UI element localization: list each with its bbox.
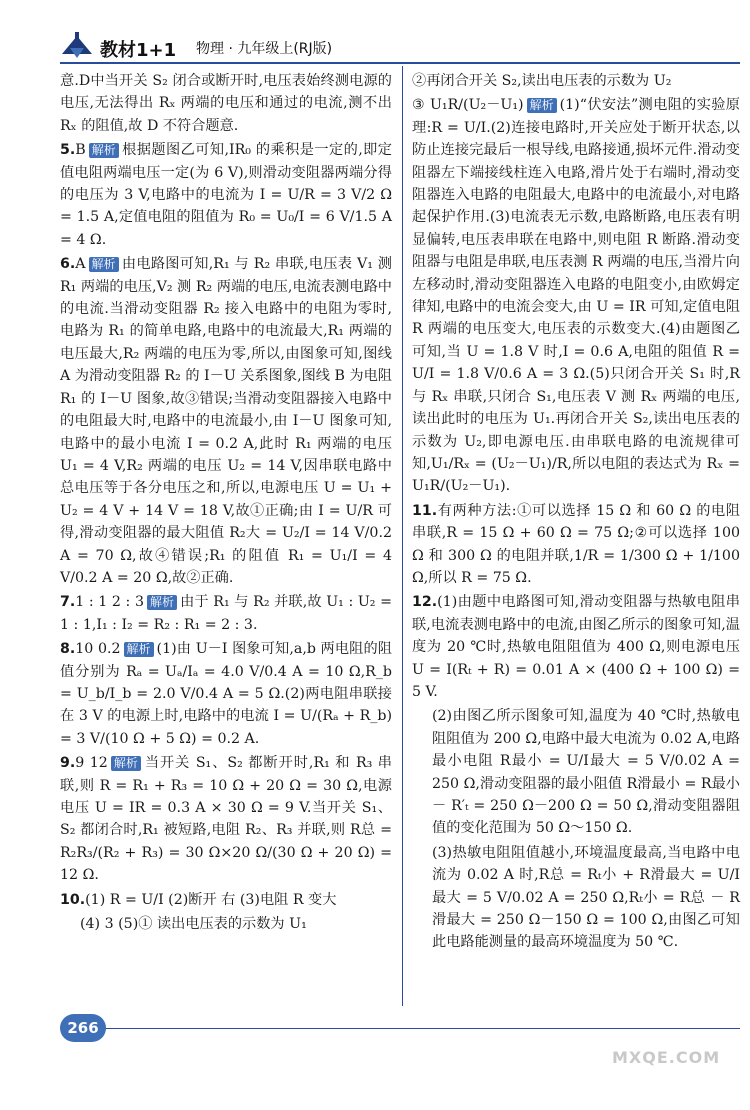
- answer-item: [412, 842, 740, 954]
- answer-item: [60, 591, 392, 636]
- question-number: 5.: [60, 142, 76, 159]
- answer-item: [60, 70, 392, 137]
- brand-title: 教材1+1: [100, 40, 177, 61]
- watermark: MXQE.COM: [612, 1048, 721, 1067]
- analysis-badge: 解析: [124, 642, 154, 657]
- page-number: 266: [60, 1014, 106, 1042]
- question-number: 9.: [60, 755, 76, 772]
- page-footer: [0, 1010, 750, 1110]
- page-header: [0, 0, 750, 62]
- answer-item: [412, 70, 740, 92]
- answer-item: [60, 253, 392, 589]
- answer-text: 意.D中当开关 S₂ 闭合或断开时,电压表始终测电源的电压,无法得出 Rₓ 两端的电压和通过的电流,测不出 Rₓ 的阻值,故 D 不符合题意.: [60, 73, 392, 134]
- answer-text: (1)由 U－I 图象可知,a,b 两电阻的阻值分别为 Rₐ = Uₐ/Iₐ = 4.0 V/0.4 A = 10 Ω,R_b = U_b/I_b = 2.0 V/0.4 A = 5 Ω.(2)两电阻串联接在 3 V 的电源上时,电路中的电流 I = U/(Rₐ + R_b) = 3 V/(10 Ω + 5 Ω) = 0.2 A.: [60, 641, 392, 747]
- question-number: 12.: [412, 594, 438, 611]
- answer-choice: 9 12: [75, 755, 108, 772]
- answer-item: [60, 638, 392, 750]
- answer-item: [60, 913, 392, 935]
- answer-text: 由于 R₁ 与 R₂ 并联,故 U₁ : U₂ = 1 : 1,I₁ : I₂ = R₂ : R₁ = 2 : 3.: [60, 594, 392, 633]
- answer-item: [412, 705, 740, 839]
- answer-choice: 10 0.2: [75, 641, 121, 658]
- answer-item: [60, 139, 392, 251]
- answer-text: (4) 3 (5)① 读出电压表的示数为 U₁: [80, 916, 307, 933]
- analysis-badge: 解析: [111, 756, 141, 771]
- answer-text: 有两种方法:①可以选择 15 Ω 和 60 Ω 的电阻串联,R = 15 Ω + 60 Ω = 75 Ω;②可以选择 100 Ω 和 300 Ω 的电阻并联,1/R = 1/300 Ω + 1/100 Ω,所以 R = 75 Ω.: [412, 502, 740, 586]
- question-number: 6.: [60, 256, 76, 273]
- question-number: 8.: [60, 641, 76, 658]
- answer-item: [412, 94, 740, 497]
- footer-divider: [60, 1028, 740, 1029]
- question-number: 10.: [60, 891, 86, 908]
- answer-text: (2)由图乙所示图象可知,温度为 40 ℃时,热敏电阻阻值为 200 Ω,电路中最大电流为 0.02 A,电路最小电阻 R最小 = U/I最大 = 5 V/0.02 A = 250 Ω,滑动变阻器的最小阻值 R滑最小 = R最小 － R′ₜ = 250 Ω－200 Ω = 50 Ω,滑动变阻器阻值的变化范围为 50 Ω～150 Ω.: [432, 708, 740, 837]
- answer-text: 由电路图可知,R₁ 与 R₂ 串联,电压表 V₁ 测 R₁ 两端的电压,V₂ 测 R₂ 两端的电压,电流表测电路中的电流.当滑动变阻器 R₂ 接入电路中的电阻为零时,电路为 R₁ 的简单电路,电路中的电流最大,R₁ 两端的电压最大,R₂ 两端的电压为零,所以,由图象可知,图线 A 为滑动变阻器 R₂ 的 I－U 关系图象,图线 B 为电阻 R₁ 的 I－U 图象,故③错误;当滑动变阻器接入电路中的电阻最大时,电路中的电流最小,由 I－U 图象可知,电路中的最小电流 I = 0.2 A,此时 R₁ 两端的电压 U₁ = 4 V,R₂ 两端的电压 U₂ = 14 V,因串联电路中总电压等于各分电压之和,所以,电源电压 U = U₁ + U₂ = 4 V + 14 V = 18 V,故①正确;由 I = U/R 可得,滑动变阻器的最大阻值 R₂大 = U₂/I = 14 V/0.2 A = 70 Ω,故④错误;R₁ 的阻值 R₁ = U₁/I = 4 V/0.2 A = 20 Ω,故②正确.: [60, 256, 392, 586]
- left-column: [60, 70, 392, 937]
- answer-text: (1)由题中电路图可知,滑动变阻器与热敏电阻串联,电流表测电路中的电流,由图乙所示的图象可知,温度为 20 ℃时,热敏电阻阻值为 400 Ω,则电源电压 U = I(Rₜ + R) = 0.01 A × (400 Ω + 100 Ω) = 5 V.: [412, 594, 740, 700]
- answer-choice: 1 : 1 2 : 3: [75, 594, 144, 611]
- answer-text: ③ U₁R/(U₂－U₁): [412, 97, 524, 114]
- header-divider: [60, 62, 740, 64]
- answer-text: ②再闭合开关 S₂,读出电压表的示数为 U₂: [412, 73, 672, 89]
- answer-item: [60, 889, 392, 911]
- answer-text: (1) R = U/I (2)断开 右 (3)电阻 R 变大: [85, 891, 337, 908]
- analysis-badge: 解析: [147, 595, 177, 610]
- answer-item: [60, 752, 392, 886]
- question-number: 7.: [60, 594, 76, 611]
- subject-title: 物理 · 九年级上(RJ版): [196, 41, 333, 57]
- analysis-badge: 解析: [89, 143, 119, 158]
- book-logo-icon: [60, 30, 94, 60]
- answer-item: [412, 500, 740, 590]
- answer-text: 根据题图乙可知,IR₀ 的乘积是一定的,即定值电阻两端电压一定(为 6 V),则滑动变阻器两端分得的电压为 3 V,电路中的电流为 I = U/R = 3 V/2 Ω = 1.5 A,定值电阻的阻值为 R₀ = U₀/I = 6 V/1.5 A = 4 Ω.: [60, 142, 392, 248]
- column-divider: [402, 66, 403, 1006]
- answer-choice: B: [75, 142, 86, 159]
- question-number: 11.: [412, 502, 438, 519]
- analysis-badge: 解析: [89, 257, 119, 272]
- answer-choice: A: [75, 256, 86, 273]
- answer-text: (1)“伏安法”测电阻的实验原理:R = U/I.(2)连接电路时,开关应处于断开状态,以防止连接完最后一根导线,电路接通,损坏元件.滑动变阻器左下端接线柱连入电路,滑片处于右端时,滑动变阻器连入电路的电阻最大,电路中的电流最小,对电路起保护作用.(3)电流表无示数,电路断路,电压表有明显偏转,电压表串联在电路中,则电阻 R 断路.滑动变阻器与电阻是串联,电压表测 R 两端的电压,当滑片向左移动时,滑动变阻器连入电路的电阻变小,由欧姆定律知,电路中的电流会变大,由 U = IR 可知,定值电阻 R 两端的电压变大,电压表的示数变大.(4)由题图乙可知,当 U = 1.8 V 时,I = 0.6 A,电阻的阻值 R = U/I = 1.8 V/0.6 A = 3 Ω.(5)只闭合开关 S₁ 时,R 与 Rₓ 串联,只闭合 S₁,电压表 V 测 Rₓ 两端的电压,读出此时的电压为 U₁.再闭合开关 S₂,读出电压表的示数为 U₂,即电源电压.由串联电路的电流规律可知,U₁/Rₓ = (U₂－U₁)/R,所以电阻的表达式为 Rₓ = U₁R/(U₂－U₁).: [412, 97, 740, 495]
- right-column: [412, 70, 740, 956]
- answer-text: 当开关 S₁、S₂ 都断开时,R₁ 和 R₃ 串联,则 R = R₁ + R₃ = 10 Ω + 20 Ω = 30 Ω,电源电压 U = IR = 0.3 A × 30 Ω = 9 V.当开关 S₁、S₂ 都闭合时,R₁ 被短路,电阻 R₂、R₃ 并联,则 R总 = R₂R₃/(R₂ + R₃) = 30 Ω×20 Ω/(30 Ω + 20 Ω) = 12 Ω.: [60, 755, 392, 884]
- answer-item: [412, 591, 740, 703]
- analysis-badge: 解析: [527, 98, 557, 113]
- answer-text: (3)热敏电阻阻值越小,环境温度最高,当电路中电流为 0.02 A 时,R总 = Rₜ小 + R滑最大 = U/I最大 = 5 V/0.02 A = 250 Ω,Rₜ小 = R总 － R滑最大 = 250 Ω－150 Ω = 100 Ω,由图乙可知此电路能测量的最高环境温度为 50 ℃.: [432, 844, 740, 951]
